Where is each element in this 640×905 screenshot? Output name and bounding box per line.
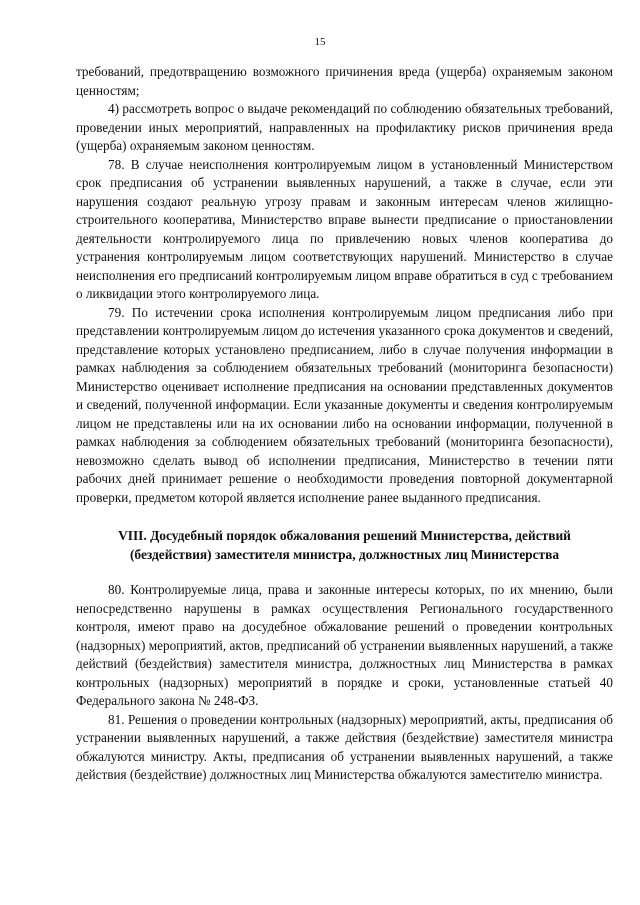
paragraph-item-4: 4) рассмотреть вопрос о выдаче рекомендаций по соблюдению обязательных требований, проведении иных мероприятий, направленных на профилактику рисков причинения вреда (ущерба) охраняемым законом ценностям. (76, 101, 613, 153)
page-body (76, 63, 613, 785)
paragraph-78: 78. В случае неисполнения контролируемым лицом в установленный Министерством срок предписания об устранении выявленных нарушений, а также в случае, если эти нарушения создают реальную угрозу правам и законным интересам членов жилищно-строительного кооператива, Министерство вправе вынести предписание о приостановлении деятельности контролируемого лица по привлечению новых членов кооператива до устранения контролируемым лицом соответствующих нарушений. Министерство в случае неисполнения его предписаний контролируемым лицом вправе обратиться в суд с требованием о ликвидации этого контролируемого лица. (76, 156, 613, 301)
page-number: 15 (314, 36, 326, 48)
paragraph-80: 80. Контролируемые лица, права и законные интересы которых, по их мнению, были непосредственно нарушены в рамках осуществления Регионального государственного контроля, имеют право на досудебное обжалование решений о проведении контрольных (надзорных) мероприятий, актов, предписаний об устранении выявленных нарушений, а также действий (бездействия) заместителя министра, должностных лиц Министерства в рамках контрольных (надзорных) мероприятий в порядке и сроки, установленные статьей 40 Федерального закона № 248-ФЗ. (76, 582, 613, 708)
section-heading: VIII. Досудебный порядок обжалования решений Министерства, действий (бездействия) заместителя министра, должностных лиц Министерства (118, 528, 571, 562)
paragraph-79: 79. По истечении срока исполнения контролируемым лицом предписания либо при представлении контролируемым лицом до истечения указанного срока документов и сведений, представление которых установлено предписанием, либо в случае получения информации в рамках наблюдения за соблюдением обязательных требований (мониторинга безопасности) Министерство оценивает исполнение предписания на основании представленных документов и сведений, полученной информации. Если указанные документы и сведения контролируемым лицом не представлены или на их основании либо на основании информации, полученной в рамках наблюдения за соблюдением обязательных требований (мониторинга безопасности), невозможно сделать вывод об исполнении предписания, Министерство в течении пяти рабочих дней принимает решение о необходимости проведения повторной документарной проверки, предметом которой является исполнение ранее выданного предписания. (76, 304, 613, 505)
paragraph-81: 81. Решения о проведении контрольных (надзорных) мероприятий, акты, предписания об устранении выявленных нарушений, а также действия (бездействие) заместителя министра обжалуются министру. Акты, предписания об устранении выявленных нарушений, а также действия (бездействие) должностных лиц Министерства обжалуются заместителю министра. (76, 711, 613, 782)
paragraph-continuation: требований, предотвращению возможного причинения вреда (ущерба) охраняемым законом ценностям; (76, 64, 613, 98)
